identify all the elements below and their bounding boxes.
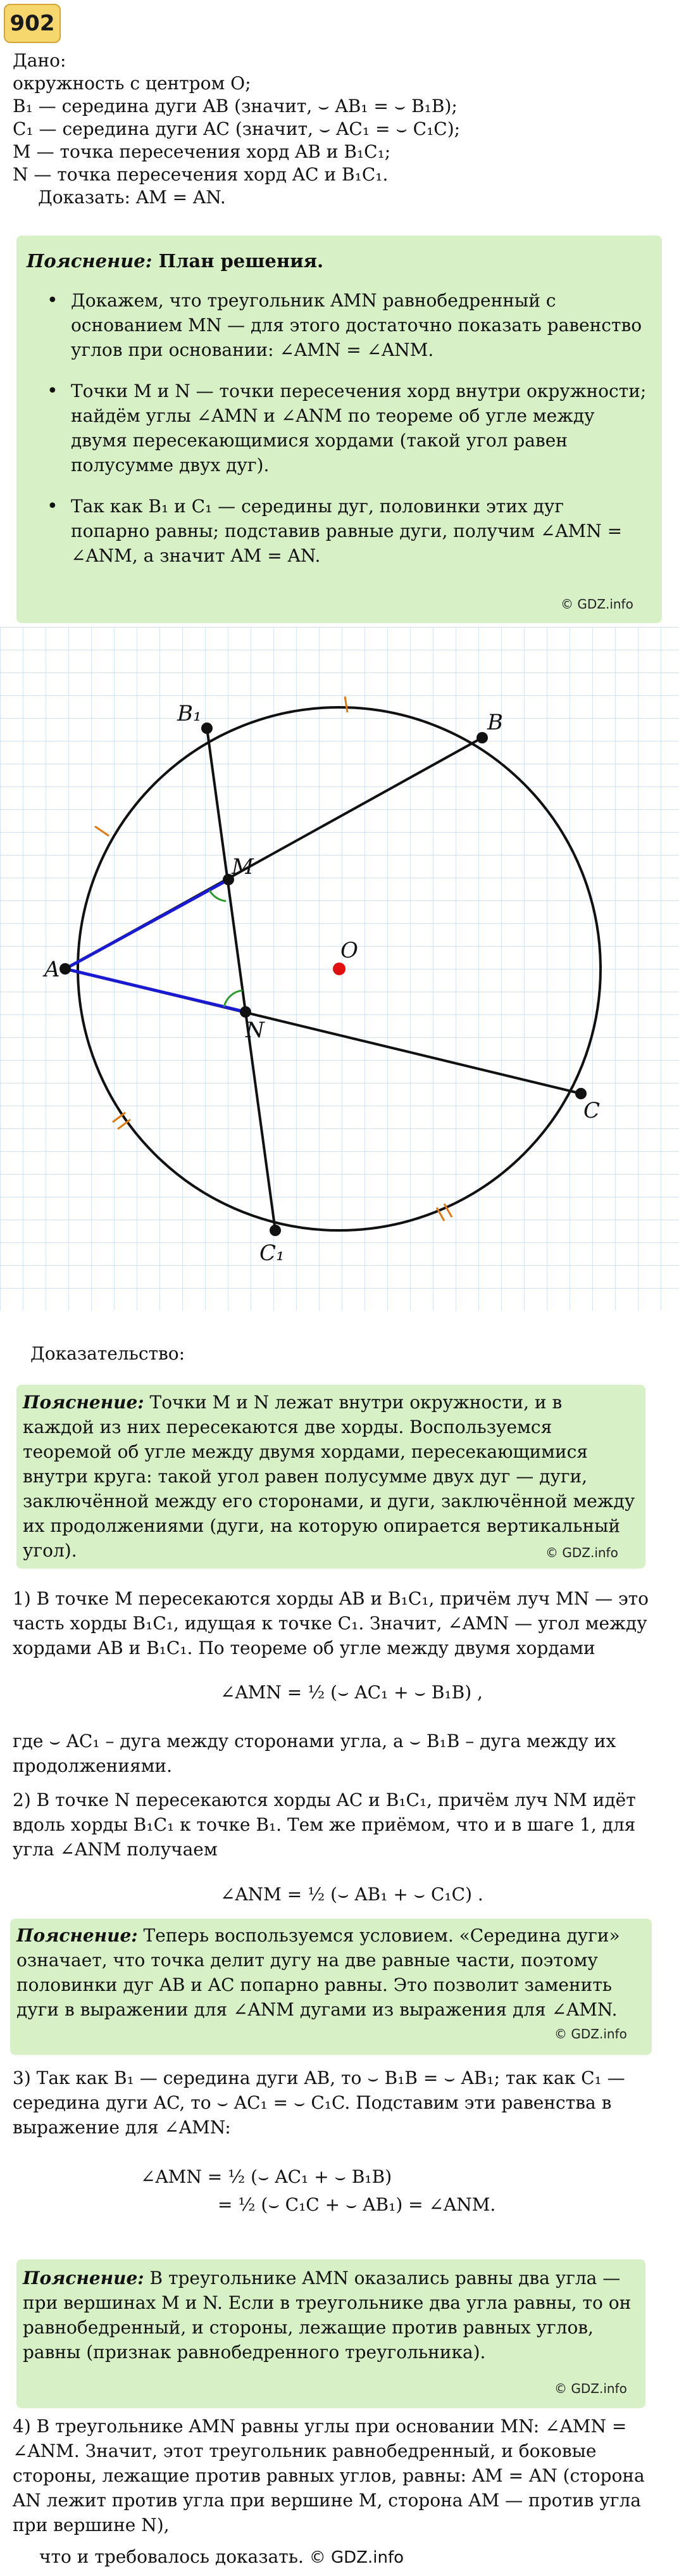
point-B [477, 732, 488, 743]
plan-title-emphasis: Пояснение: [27, 250, 153, 272]
given-line-3: C₁ — середина дуги AC (значит, ⌣ AC₁ = ⌣ C₁C); [13, 118, 461, 139]
note-2-text: Теперь воспользуемся условием. «Середина дуги» означает, что точка делит дугу на две равные части, поэтому половинки дуг AB и AC попарно равны. Это позволит заменить дуги в выражении для ∠ANM дугами из выражения для ∠AMN. [16, 1925, 620, 2020]
formula-3b: = ½ (⌣ C₁C + ⌣ AB₁) = ∠ANM. [218, 2194, 496, 2215]
note-1-credit: © GDZ.info [545, 1545, 618, 1560]
note-1-text: Точки M и N лежат внутри окружности, и в каждой из них пересекаются две хорды. Воспользуемся теоремой об угле между двумя хордами, пересекающимися внутри круга: такой угол равен полусумме двух дуг — дуги, заключённой между его сторонами, и дуги, заключённой между их продолжениями (дуги, на которую опирается вертикальный угол). [23, 1392, 635, 1561]
label-B1: B₁ [177, 701, 202, 726]
formula-2: ∠ANM = ½ (⌣ AB₁ + ⌣ C₁C) . [220, 1884, 483, 1905]
given-line-5: N — точка пересечения хорд AC и B₁C₁. [13, 164, 389, 185]
plan-bullet: • Докажем, что треугольник AMN равнобедренный с основанием MN — для этого достаточно показать равенство углов при основании: ∠AMN = ∠ANM. [39, 288, 647, 362]
formula-1: ∠AMN = ½ (⌣ AC₁ + ⌣ B₁B) , [220, 1682, 483, 1703]
plan-title-text: План решения. [152, 250, 324, 272]
label-N: N [246, 1018, 265, 1043]
plan-title [27, 250, 323, 272]
plan-bullet: • Так как B₁ и C₁ — середины дуг, половинки этих дуг попарно равны; подставив равные дуги, получим ∠AMN = ∠ANM, а значит AM = AN. [39, 494, 647, 568]
step-3: 3) Так как B₁ — середина дуги AB, то ⌣ B₁B = ⌣ AB₁; так как C₁ — середина дуги AC, то ⌣ AC₁ = ⌣ C₁C. Подставим эти равенства в выражение для ∠AMN: [13, 2068, 625, 2138]
label-A: A [44, 957, 60, 982]
proof-heading: Доказательство: [30, 1343, 185, 1364]
label-C: C [583, 1098, 601, 1123]
point-B1 [201, 723, 213, 734]
note-2 [16, 1923, 645, 2022]
step-2: 2) В точке N пересекаются хорды AC и B₁C₁, причём луч NM идёт вдоль хорды B₁C₁ к точке B₁. Тем же приёмом, что и в шаге 1, для угла ∠ANM получаем [13, 1790, 636, 1860]
label-C1: C₁ [259, 1241, 285, 1266]
conclusion [39, 2546, 404, 2569]
plan-credit: © GDZ.info [561, 597, 633, 612]
step-4: 4) В треугольнике AMN равны углы при основании MN: ∠AMN = ∠ANM. Значит, этот треугольник равнобедренный, и боковые стороны, лежащие против равных углов, равны: AM = AN (сторона AN лежит против угла при вершине M, сторона AM — против угла при вершине N), [13, 2416, 645, 2535]
point-O [333, 963, 346, 975]
label-O: O [340, 938, 358, 963]
plan-bullet: • Точки M и N — точки пересечения хорд внутри окружности; найдём углы ∠AMN и ∠ANM по теореме об угле между двумя пересекающимися хордами (такой угол равен полусумме двух дуг). [39, 379, 647, 477]
note-3 [23, 2266, 638, 2364]
given-line-1: окружность с центром O; [13, 73, 251, 94]
note-1 [23, 1390, 638, 1563]
plan-bullet-list [39, 288, 647, 584]
note-1-emphasis: Пояснение: [23, 1392, 144, 1413]
formula-3a: ∠AMN = ½ (⌣ AC₁ + ⌣ B₁B) [140, 2166, 392, 2187]
prove-statement: Доказать: AM = AN. [38, 187, 226, 208]
note-2-credit: © GDZ.info [554, 2026, 627, 2042]
note-3-text: В треугольнике AMN оказались равны два угла — при вершинах M и N. Если в треугольнике два угла равны, то он равнобедренный, и стороны, лежащие против равных углов, равны (признак равнобедренного треугольника). [23, 2268, 632, 2363]
given-heading: Дано: [13, 50, 66, 71]
given-line-2: B₁ — середина дуги AB (значит, ⌣ AB₁ = ⌣ B₁B); [13, 96, 458, 117]
point-N [240, 1006, 251, 1018]
point-C1 [270, 1225, 281, 1236]
exercise-number-badge: 902 [4, 4, 61, 43]
step-1: 1) В точке M пересекаются хорды AB и B₁C₁, причём луч MN — это часть хорды B₁C₁, идущая к точке C₁. Значит, ∠AMN — угол между хордами AB и B₁C₁. По теореме об угле между двумя хордами [13, 1588, 649, 1658]
note-3-credit: © GDZ.info [554, 2381, 627, 2396]
conclusion-text: что и требовалось доказать. [39, 2546, 304, 2567]
conclusion-credit: © GDZ.info [309, 2548, 404, 2567]
geometry-figure [0, 627, 679, 1311]
given-line-4: M — точка пересечения хорд AB и B₁C₁; [13, 141, 391, 162]
label-B: B [487, 710, 503, 735]
label-M: M [232, 854, 254, 880]
note-3-emphasis: Пояснение: [23, 2268, 144, 2289]
point-A [59, 963, 71, 975]
note-2-emphasis: Пояснение: [16, 1925, 138, 1946]
step-1-explanation: где ⌣ AC₁ – дуга между сторонами угла, а ⌣ B₁B – дуга между их продолжениями. [13, 1731, 616, 1776]
